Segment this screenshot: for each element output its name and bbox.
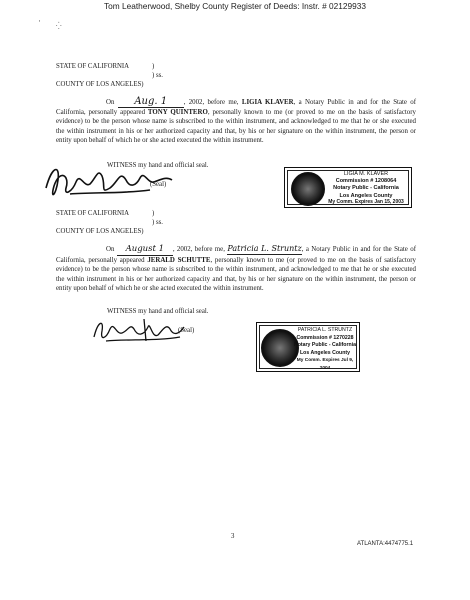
para-on: On: [106, 246, 115, 253]
stamp-expires: My Comm. Expires Jul 9, 2004: [296, 358, 354, 371]
scan-mark: ⁛: [56, 22, 62, 30]
county-label: COUNTY OF LOS ANGELES): [56, 81, 144, 88]
para-text-c: , personally known to me (or proved to me on the basis of satisfactory evidence) to be the person whose name is subscribed to the within instrument, and acknowledged to me that he or she executed the within instrument in his or her authorized capacity and that, by his or her signature on the within instrument, the person or entity upon behalf of which he or she acted executed the within instrument.: [56, 256, 416, 293]
page-number: 3: [231, 533, 235, 540]
stamp-commission: Commission # 1270228: [296, 334, 354, 341]
handwritten-notary-name: Patricia L. Struntz: [227, 244, 302, 253]
seal-label: (Seal): [150, 181, 167, 188]
stamp-name: LIGIA M. KLAVER: [343, 171, 389, 177]
stamp-name: PATRICIA L. STRUNTZ: [297, 327, 353, 333]
stamp-county: Los Angeles County: [300, 349, 350, 356]
signature-scribble: [40, 158, 190, 202]
state-label: STATE OF CALIFORNIA: [56, 63, 130, 70]
stamp-commission: Commission # 1208064: [335, 178, 397, 185]
para-on: On: [106, 99, 115, 106]
stamp-expires: My Comm. Expires Jan 15, 2003: [328, 199, 404, 205]
witness-line: WITNESS my hand and official seal.: [107, 162, 209, 169]
stamp-county: Los Angeles County: [339, 192, 393, 199]
stamp-title: Notary Public - California: [333, 185, 399, 192]
appeared-name: TONY QUINTERO: [147, 108, 208, 116]
appeared-name: JERALD SCHUTTE: [147, 256, 211, 264]
stamp-title: Notary Public - California: [294, 342, 356, 349]
acknowledgment-paragraph-1: [56, 97, 416, 146]
acknowledgment-paragraph-2: [56, 244, 416, 294]
para-text-a: , 2002, before me,: [172, 246, 225, 253]
para-text-b: , a Notary Public in and for the State of California, personally appeared: [56, 246, 416, 264]
recorder-header: Tom Leatherwood, Shelby County Register of Deeds: Instr. # 02129933: [104, 1, 366, 11]
notary-stamp: [284, 167, 412, 208]
scan-mark: ·: [38, 16, 41, 26]
seal-label: (Seal): [178, 327, 195, 334]
handwritten-date: Aug. 1: [118, 97, 184, 108]
county-label: COUNTY OF LOS ANGELES): [56, 228, 144, 235]
notary-stamp: [256, 322, 360, 372]
notary-seal-icon: [291, 172, 325, 206]
para-text-c: , personally known to me (or proved to me on the basis of satisfactory evidence) to be the person whose name is subscribed to the within instrument, and acknowledged to me that he or she executed the within instrument in his or her authorized capacity and that, by his or her signature on the within instrument, the person or entity upon behalf of which he or she acted executed the within instrument.: [56, 108, 416, 145]
para-text-a: , 2002, before me,: [183, 99, 239, 106]
document-id: ATLANTA:4474775.1: [357, 541, 414, 547]
venue-paren: ): [152, 210, 155, 217]
notary-name: LIGIA KLAVER: [241, 99, 294, 106]
venue-ss: ) ss.: [152, 219, 163, 226]
state-label: STATE OF CALIFORNIA: [56, 210, 130, 217]
para-text-b: , a Notary Public in and for the State of California, personally appeared: [56, 99, 417, 116]
handwritten-date: August 1: [117, 245, 173, 256]
venue-ss: ) ss.: [152, 72, 163, 79]
witness-line: WITNESS my hand and official seal.: [107, 308, 209, 315]
venue-paren: ): [152, 63, 155, 70]
